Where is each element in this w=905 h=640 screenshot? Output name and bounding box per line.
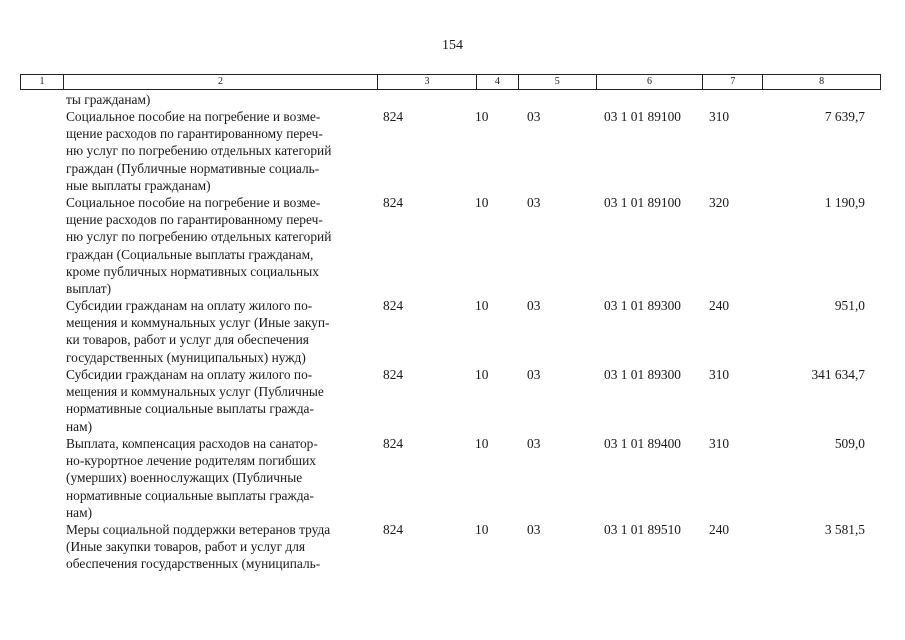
row-code-3: 824 (383, 298, 404, 313)
header-cell-7: 7 (703, 75, 763, 89)
table-body (20, 91, 881, 573)
row-code-4: 10 (475, 109, 489, 124)
row-amount: 3 581,5 (824, 522, 865, 537)
row-code-6: 03 1 01 89300 (604, 367, 681, 382)
row-code-7: 310 (709, 367, 730, 382)
row-code-4: 10 (475, 195, 489, 210)
table-row (20, 108, 881, 194)
row-code-7: 240 (709, 298, 730, 313)
row-code-3: 824 (383, 436, 404, 451)
row-amount: 7 639,7 (824, 109, 865, 124)
row-code-3: 824 (383, 109, 404, 124)
row-code-6: 03 1 01 89100 (604, 109, 681, 124)
row-code-4: 10 (475, 298, 489, 313)
row-code-6: 03 1 01 89510 (604, 522, 681, 537)
row-code-3: 824 (383, 195, 404, 210)
row-code-7: 320 (709, 195, 730, 210)
row-description: Выплата, компенсация расходов на санатор- но-курортное лечение родителям погибших (умерших) военнослужащих (Публичные нормативные социальные выплаты гражда- нам) (66, 436, 318, 520)
row-code-5: 03 (527, 298, 541, 313)
row-code-6: 03 1 01 89100 (604, 195, 681, 210)
row-code-3: 824 (383, 522, 404, 537)
row-amount: 509,0 (834, 436, 865, 451)
row-description: Социальное пособие на погребение и возме- щение расходов по гарантированному переч- ню услуг по погребению отдельных категорий граждан (Публичные нормативные социаль- ные выплаты гражданам) (66, 109, 332, 193)
header-cell-1: 1 (21, 75, 64, 89)
header-cell-2: 2 (64, 75, 378, 89)
row-code-4: 10 (475, 436, 489, 451)
table-row (20, 521, 881, 573)
row-code-7: 240 (709, 522, 730, 537)
row-amount: 1 190,9 (824, 195, 865, 210)
table-row (20, 194, 881, 297)
row-description: ты гражданам) (66, 92, 151, 107)
table-header (20, 74, 881, 90)
row-code-7: 310 (709, 436, 730, 451)
header-cell-5: 5 (519, 75, 597, 89)
row-description: Меры социальной поддержки ветеранов труда (Иные закупки товаров, работ и услуг для обеспечения государственных (муниципаль- (66, 522, 331, 572)
row-code-4: 10 (475, 367, 489, 382)
row-code-7: 310 (709, 109, 730, 124)
header-cell-8: 8 (819, 76, 825, 87)
page-number: 154 (442, 38, 463, 53)
table-row (20, 366, 881, 435)
row-code-6: 03 1 01 89400 (604, 436, 681, 451)
table-row (20, 435, 881, 521)
row-amount: 951,0 (834, 298, 865, 313)
row-code-5: 03 (527, 109, 541, 124)
row-code-4: 10 (475, 522, 489, 537)
table-row (20, 297, 881, 366)
header-cell-4: 4 (477, 75, 519, 89)
header-cell-3: 3 (378, 75, 477, 89)
row-description: Субсидии гражданам на оплату жилого по- мещения и коммунальных услуг (Иные закуп- ки товаров, работ и услуг для обеспечения государственных (муниципальных) нужд) (66, 298, 330, 365)
row-description: Субсидии гражданам на оплату жилого по- мещения и коммунальных услуг (Публичные нормативные социальные выплаты гражда- нам) (66, 367, 324, 434)
row-code-5: 03 (527, 367, 541, 382)
row-code-6: 03 1 01 89300 (604, 298, 681, 313)
row-code-5: 03 (527, 436, 541, 451)
row-code-3: 824 (383, 367, 404, 382)
table-row (20, 91, 881, 108)
row-code-5: 03 (527, 195, 541, 210)
row-description: Социальное пособие на погребение и возме- щение расходов по гарантированному переч- ню услуг по погребению отдельных категорий граждан (Социальные выплаты гражданам, кроме публичных нормативных социальных выплат) (66, 195, 332, 297)
row-code-5: 03 (527, 522, 541, 537)
header-cell-6: 6 (597, 75, 704, 89)
row-amount: 341 634,7 (811, 367, 865, 382)
